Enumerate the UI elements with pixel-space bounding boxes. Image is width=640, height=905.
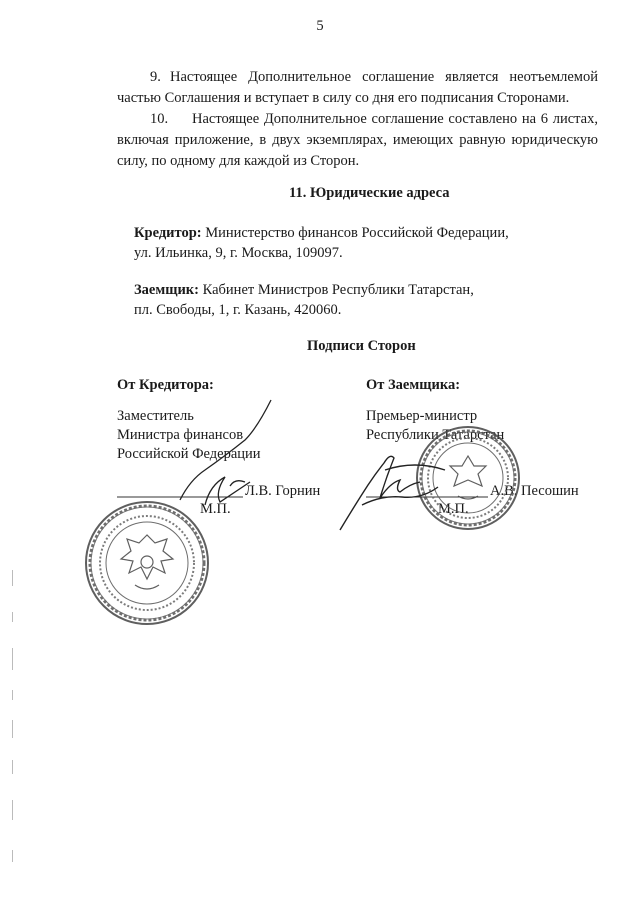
section-title: 11. Юридические адреса [289,185,450,201]
borrower-address: пл. Свободы, 1, г. Казань, 420060. [134,302,342,318]
clause-10-line-2: включая приложение, в двух экземплярах, имеющих равную юридическую [117,132,598,148]
right-signer-name: А.В. Песошин [490,483,579,499]
creditor-address: ул. Ильинка, 9, г. Москва, 109097. [134,245,343,261]
left-signer-name: Л.В. Горнин [245,483,321,499]
clause-9-line-1: Настоящее Дополнительное соглашение является неотъемлемой [170,69,598,85]
scan-speck [12,648,13,670]
left-position-3: Российской Федерации [117,446,261,462]
right-round-seal [417,427,519,529]
creditor-name: Министерство финансов Российской Федерации, [205,225,509,241]
left-position-1: Заместитель [117,408,194,424]
clause-10-line-1: Настоящее Дополнительное соглашение составлено на 6 листах, [192,111,598,127]
left-mp-label: М.П. [200,501,231,517]
scan-speck [12,612,13,622]
left-position-2: Министра финансов [117,427,244,443]
borrower-name: Кабинет Министров Республики Татарстан, [202,282,474,298]
page-number: 5 [316,18,324,34]
left-party-heading: От Кредитора: [117,377,214,393]
scan-speck [12,850,13,862]
clause-10-number: 10. [150,111,169,127]
clause-9-line-2: частью Соглашения и вступает в силу со дня его подписания Сторонами. [117,90,570,106]
left-seal-emblem [121,535,173,589]
scan-speck [12,690,13,700]
clause-9-number: 9. [150,69,161,85]
creditor-label: Кредитор: [134,225,202,241]
right-seal-emblem [450,456,486,499]
scan-speck [12,800,13,820]
clause-10-line-3: силу, по одному для каждой из Сторон. [117,153,360,169]
right-position-1: Премьер-министр [366,408,478,424]
left-round-seal [86,502,208,624]
left-signature [180,400,271,505]
borrower-label: Заемщик: [134,282,199,298]
scan-speck [12,570,13,586]
right-position-2: Республики Татарстан [366,427,505,443]
right-party-heading: От Заемщика: [366,377,461,393]
scan-speck [12,720,13,738]
scan-speck [12,760,13,774]
right-mp-label: М.П. [438,501,469,517]
signatures-title: Подписи Сторон [307,338,416,354]
